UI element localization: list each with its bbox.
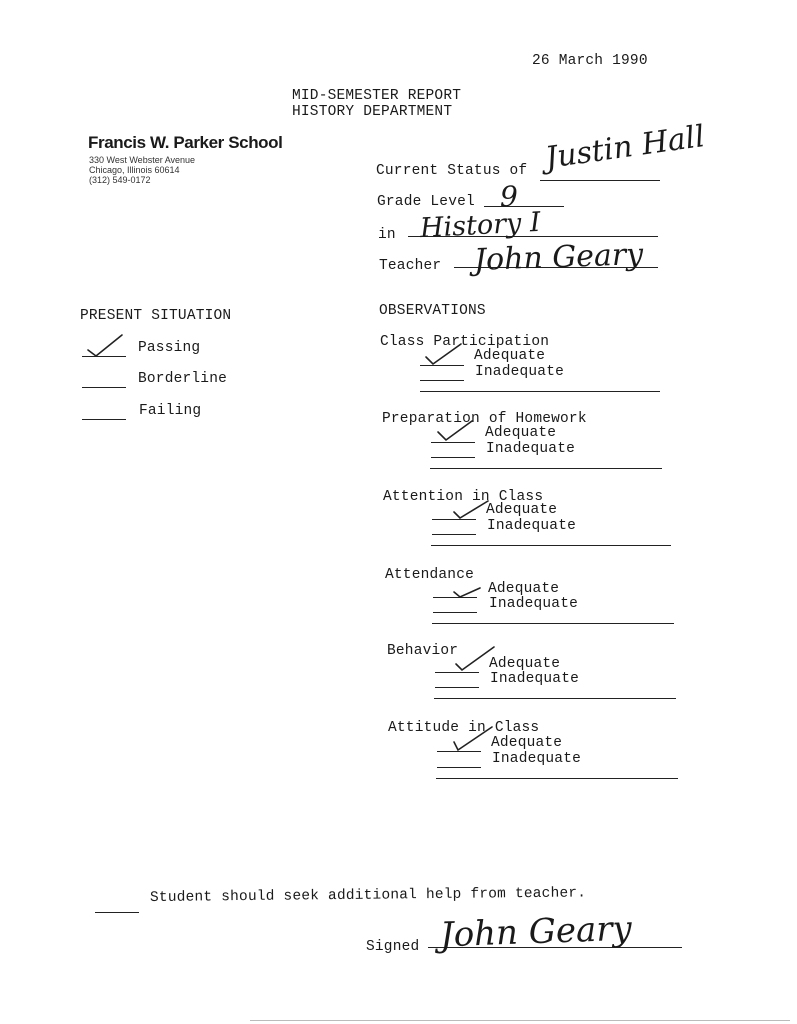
- comment-line: [436, 778, 678, 779]
- current-status-label: Current Status of: [376, 163, 528, 179]
- adequate-option: Adequate: [488, 581, 560, 597]
- report-date: 26 March 1990: [532, 53, 648, 69]
- student-name-handwritten: Justin Hall: [543, 119, 707, 176]
- observation-label: Attendance: [385, 567, 475, 583]
- comment-line: [420, 391, 660, 392]
- inadequate-blank: [420, 380, 464, 381]
- observation-label: Behavior: [387, 643, 459, 659]
- failing-blank: [82, 419, 126, 420]
- adequate-option: Adequate: [485, 425, 557, 441]
- check-mark-icon: [452, 582, 492, 602]
- inadequate-option: Inadequate: [490, 671, 580, 687]
- borderline-option: Borderline: [138, 371, 228, 387]
- inadequate-blank: [435, 687, 479, 688]
- student-name-line: [540, 180, 660, 181]
- check-mark-icon: [424, 341, 464, 367]
- inadequate-blank: [432, 534, 476, 535]
- observation-label: Attention in Class: [383, 489, 544, 505]
- report-title: MID-SEMESTER REPORT: [292, 88, 462, 104]
- comment-line: [434, 698, 676, 699]
- adequate-option: Adequate: [474, 348, 546, 364]
- grade-level-handwritten: 9: [500, 180, 518, 213]
- failing-option: Failing: [139, 403, 202, 419]
- school-address-street: 330 West Webster Avenue: [89, 155, 196, 165]
- course-in-label: in: [378, 227, 396, 243]
- school-phone: (312) 549-0172: [89, 175, 151, 185]
- course-handwritten: History I: [419, 206, 542, 245]
- observations-heading: OBSERVATIONS: [379, 303, 486, 319]
- adequate-option: Adequate: [491, 735, 563, 751]
- department-title: HISTORY DEPARTMENT: [292, 104, 453, 120]
- school-name: Francis W. Parker School: [88, 133, 283, 152]
- inadequate-option: Inadequate: [486, 441, 576, 457]
- present-situation-heading: PRESENT SITUATION: [80, 308, 232, 324]
- check-mark-icon: [86, 332, 126, 358]
- comment-line: [431, 545, 671, 546]
- inadequate-option: Inadequate: [492, 751, 582, 767]
- adequate-option: Adequate: [486, 502, 558, 518]
- help-note: Student should seek additional help from teacher.: [149, 885, 587, 906]
- help-blank: [95, 912, 139, 913]
- adequate-option: Adequate: [489, 656, 561, 672]
- inadequate-blank: [437, 767, 481, 768]
- observation-label: Class Participation: [380, 334, 550, 350]
- check-mark-icon: [436, 418, 476, 444]
- teacher-signature-handwritten: John Geary: [473, 237, 644, 278]
- passing-option: Passing: [138, 340, 201, 356]
- check-mark-icon: [452, 724, 496, 754]
- observation-label: Preparation of Homework: [382, 411, 587, 427]
- inadequate-blank: [433, 612, 477, 613]
- signature-handwritten: John Geary: [439, 908, 633, 956]
- inadequate-blank: [431, 457, 475, 458]
- comment-line: [430, 468, 662, 469]
- signed-label: Signed: [366, 939, 420, 955]
- inadequate-option: Inadequate: [475, 364, 565, 380]
- comment-line: [432, 623, 674, 624]
- observation-label: Attitude in Class: [388, 720, 540, 736]
- grade-level-label: Grade Level: [377, 194, 475, 210]
- inadequate-option: Inadequate: [489, 596, 579, 612]
- teacher-label: Teacher: [379, 258, 442, 274]
- school-address-city: Chicago, Illinois 60614: [89, 165, 180, 175]
- borderline-blank: [82, 387, 126, 388]
- page-bottom-line: [250, 1020, 790, 1021]
- inadequate-option: Inadequate: [487, 518, 577, 534]
